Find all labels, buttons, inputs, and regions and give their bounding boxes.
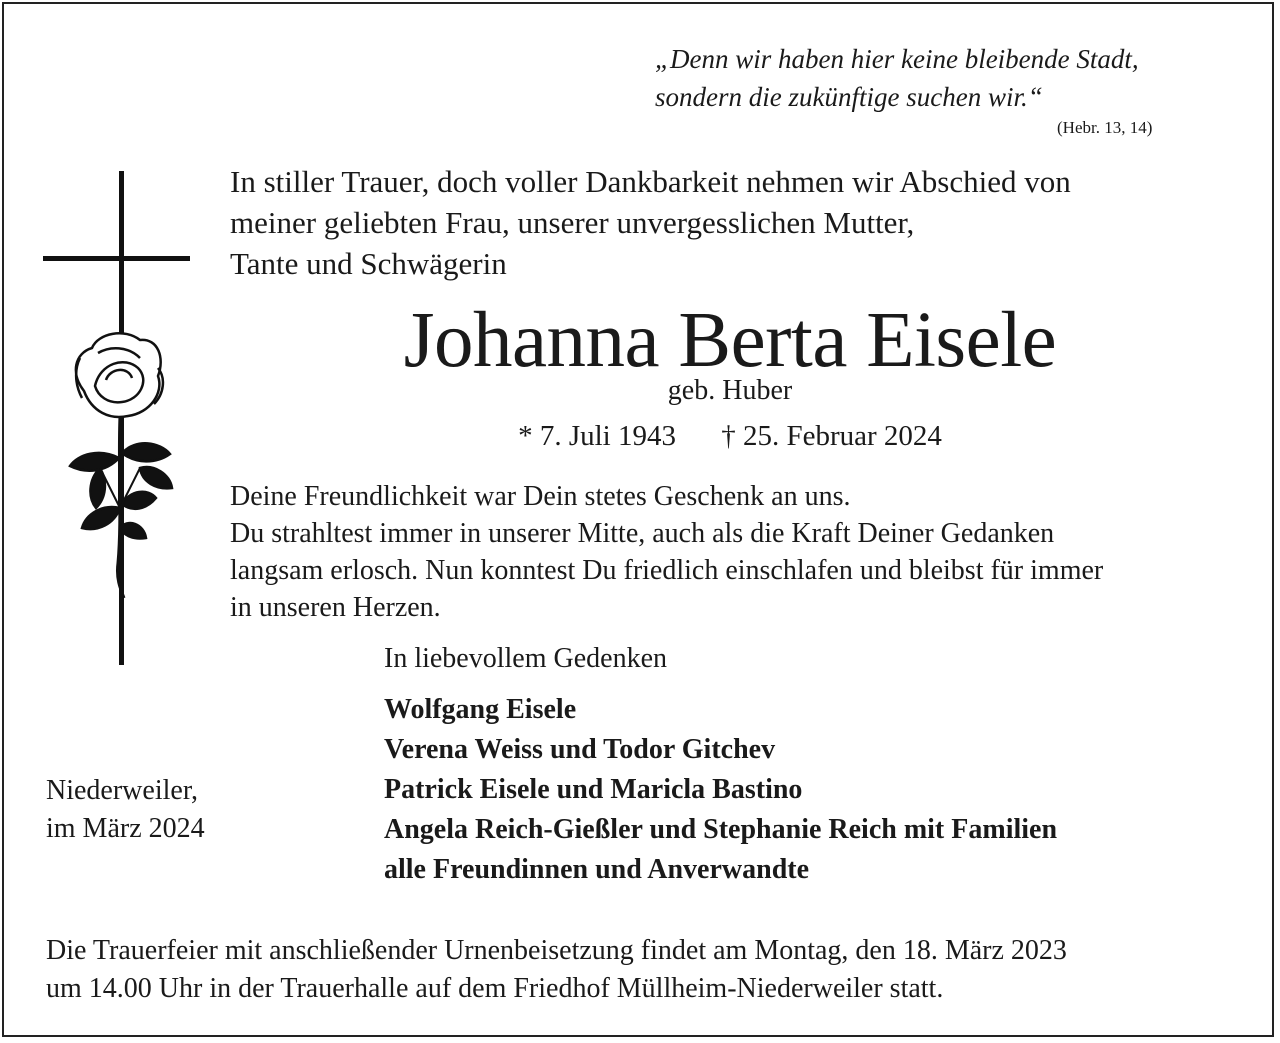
mourner-name: Angela Reich-Gießler und Stephanie Reich mit Familien — [384, 814, 1058, 845]
tribute-line: in unseren Herzen. — [230, 592, 441, 623]
mourner-name: Wolfgang Eisele — [384, 694, 577, 725]
tribute-line: langsam erlosch. Nun konntest Du friedlich einschlafen und bleibst für immer — [230, 555, 1104, 586]
place-line: im März 2024 — [46, 813, 205, 844]
intro-line: meiner geliebten Frau, unserer unvergesslichen Mutter, — [230, 205, 915, 240]
mourner-name: alle Freundinnen und Anverwandte — [384, 854, 810, 885]
intro-line: In stiller Trauer, doch voller Dankbarkeit nehmen wir Abschied von — [230, 164, 1071, 199]
quote-reference: (Hebr. 13, 14) — [1057, 118, 1153, 137]
quote-line: „Denn wir haben hier keine bleibende Stadt, — [655, 44, 1139, 74]
tribute-line: Du strahltest immer in unserer Mitte, auch als die Kraft Deiner Gedanken — [230, 518, 1055, 549]
service-line: Die Trauerfeier mit anschließender Urnenbeisetzung findet am Montag, den 18. März 2023 — [46, 935, 1067, 966]
funeral-service-info — [46, 932, 1067, 1008]
intro-text — [230, 161, 1071, 284]
death-date: † 25. Februar 2024 — [721, 420, 942, 452]
life-dates — [230, 420, 1230, 453]
mourner-name: Verena Weiss und Todor Gitchev — [384, 734, 776, 765]
tribute-line: Deine Freundlichkeit war Dein stetes Geschenk an uns. — [230, 481, 851, 512]
mourners-list — [384, 690, 1057, 890]
cross-with-rose — [40, 168, 190, 668]
birth-date: * 7. Juli 1943 — [518, 420, 676, 452]
place-line: Niederweiler, — [46, 775, 199, 806]
tribute-text — [230, 478, 1103, 626]
bible-quote — [655, 40, 1139, 116]
mourner-name: Patrick Eisele und Maricla Bastino — [384, 774, 803, 805]
deceased-name: Johanna Berta Eisele — [403, 297, 1057, 384]
quote-line: sondern die zukünftige suchen wir.“ — [655, 82, 1043, 112]
intro-line: Tante und Schwägerin — [230, 246, 507, 281]
memory-heading: In liebevollem Gedenken — [384, 643, 668, 674]
place-and-date — [46, 772, 205, 848]
service-line: um 14.00 Uhr in der Trauerhalle auf dem Friedhof Müllheim-Niederweiler statt. — [46, 973, 944, 1004]
maiden-name: geb. Huber — [667, 375, 793, 406]
